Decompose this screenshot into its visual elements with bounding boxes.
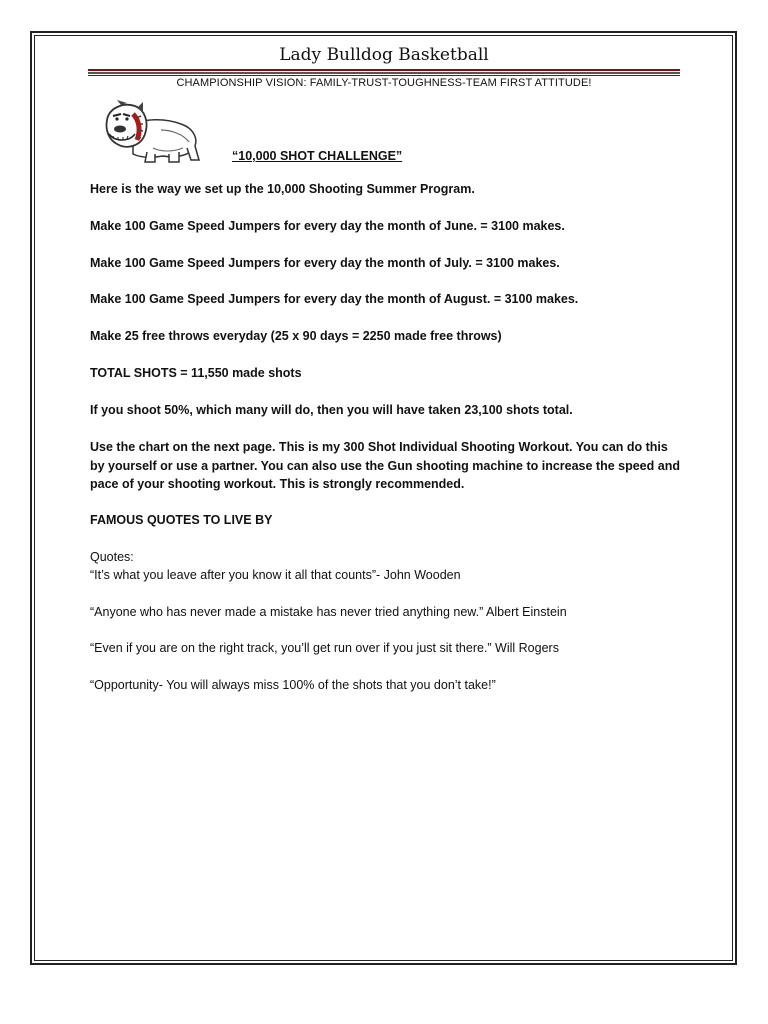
free-throw-goal: Make 25 free throws everyday (25 x 90 days = 2250 made free throws) [90, 329, 502, 343]
total-shots: TOTAL SHOTS = 11,550 made shots [90, 366, 302, 380]
title-rule-middle [88, 72, 680, 74]
page-border-inner [34, 35, 733, 961]
page-title: Lady Bulldog Basketball [279, 45, 489, 65]
quote-opportunity: “Opportunity- You will always miss 100% of the shots that you don’t take!” [90, 678, 496, 692]
june-goal: Make 100 Game Speed Jumpers for every day the month of June. = 3100 makes. [90, 219, 565, 233]
chart-instructions: Use the chart on the next page. This is my 300 Shot Individual Shooting Workout. You can do this by yourself or use a partner. You can also use the Gun shooting machine to increase the speed and pace of your shooting workout. This is strongly recommended. [90, 440, 680, 491]
quote-einstein: “Anyone who has never made a mistake has never tried anything new.” Albert Einstein [90, 605, 567, 619]
july-goal: Make 100 Game Speed Jumpers for every day the month of July. = 3100 makes. [90, 256, 560, 270]
shot-challenge-heading: “10,000 SHOT CHALLENGE” [232, 149, 403, 163]
august-goal: Make 100 Game Speed Jumpers for every day the month of August. = 3100 makes. [90, 292, 579, 306]
bulldog-mascot-icon [103, 100, 201, 164]
program-intro: Here is the way we set up the 10,000 Shooting Summer Program. [90, 182, 475, 196]
title-rule-bottom [88, 75, 680, 76]
championship-vision-subtitle: CHAMPIONSHIP VISION: FAMILY-TRUST-TOUGHNESS-TEAM FIRST ATTITUDE! [176, 77, 592, 89]
quotes-label: Quotes: [90, 550, 134, 564]
shooting-percentage-note: If you shoot 50%, which many will do, then you will have taken 23,100 shots total. [90, 403, 573, 417]
title-rule-top [88, 69, 680, 71]
quotes-heading: FAMOUS QUOTES TO LIVE BY [90, 513, 273, 527]
quote-rogers: “Even if you are on the right track, you’ll get run over if you just sit there.” Will Rogers [90, 641, 559, 655]
quote-wooden: “It’s what you leave after you know it all that counts”- John Wooden [90, 568, 461, 582]
